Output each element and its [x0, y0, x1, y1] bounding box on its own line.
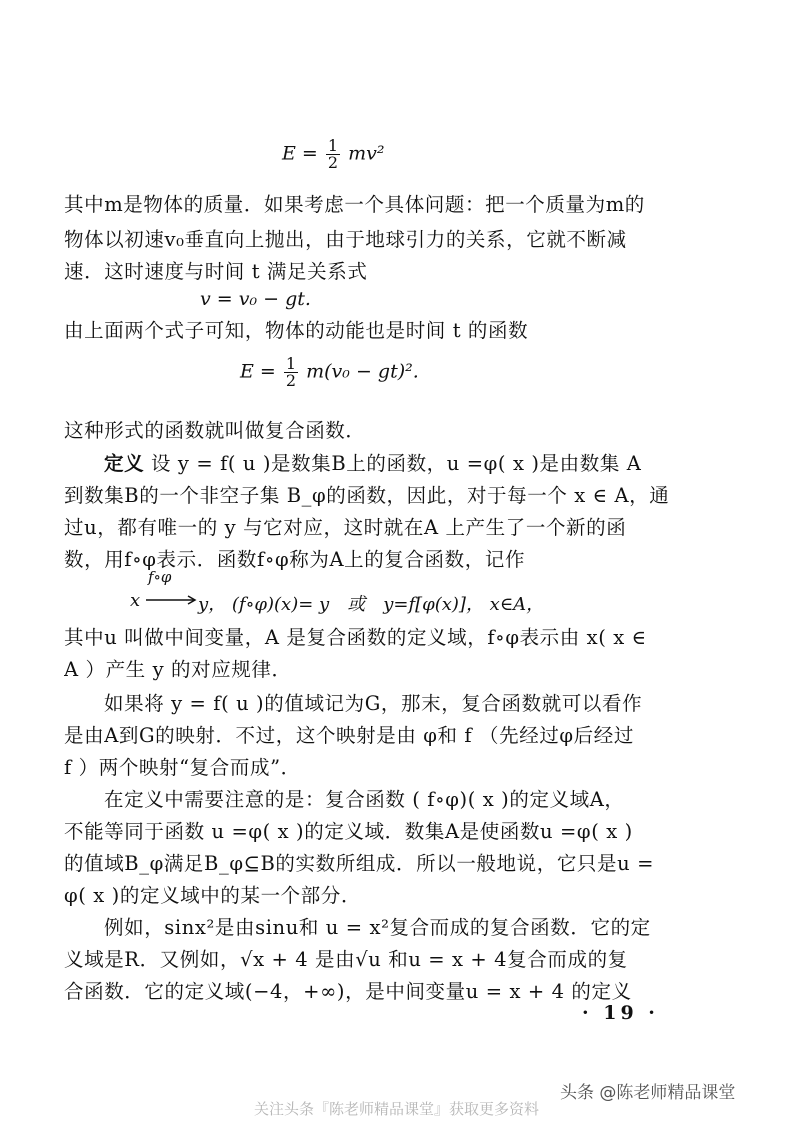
- text-line: f ）两个映射“复合而成”．: [64, 756, 301, 779]
- text-line: 合函数．它的定义域(−4，+∞)，是中间变量u = x + 4 的定义: [64, 980, 632, 1003]
- formula-lhs: E =: [282, 142, 318, 165]
- mapping-domain: x: [130, 590, 141, 611]
- text-line: 其中u 叫做中间变量，A 是复合函数的定义域，f∘φ表示由 x( x ∈: [64, 626, 647, 649]
- text-line: 例如，sinx²是由sinu和 u = x²复合而成的复合函数．它的定: [104, 916, 651, 939]
- text-line: 到数集B的一个非空子集 B_φ的函数，因此，对于每一个 x ∈ A，通: [64, 484, 670, 507]
- text-line: 其中m是物体的质量．如果考虑一个具体问题：把一个质量为m的: [64, 193, 645, 216]
- kinetic-energy-formula: [282, 138, 385, 171]
- text-line: 义域是R．又例如，√x + 4 是由√u 和u = x + 4复合而成的复: [64, 948, 628, 971]
- fraction-numerator: 1: [285, 354, 297, 373]
- text-line: 如果将 y = f( u )的值域记为G，那末，复合函数就可以看作: [104, 692, 643, 715]
- watermark: 头条 @陈老师精品课堂: [560, 1083, 736, 1103]
- fraction: [326, 138, 340, 171]
- text-line: 在定义中需要注意的是：复合函数 ( f∘φ)( x )的定义域A，: [104, 788, 625, 811]
- definition-label: 定义: [104, 452, 145, 475]
- text-line: 是由A到G的映射．不过，这个映射是由 φ和 f （先经过φ后经过: [64, 724, 634, 747]
- fraction-denominator: 2: [327, 153, 339, 172]
- text-line: φ( x )的定义域中的某一个部分．: [64, 884, 362, 907]
- arrow-icon: [144, 594, 198, 606]
- definition-line: [104, 450, 684, 478]
- text-line: 速．这时速度与时间 t 满足关系式: [64, 260, 368, 283]
- text-line: A ）产生 y 的对应规律．: [64, 658, 292, 681]
- mapping-rest: y， (f∘φ)(x)= y 或 y=f[φ(x)]， x∈A，: [198, 594, 545, 615]
- text-line: 数，用f∘φ表示．函数f∘φ称为A上的复合函数，记作: [64, 548, 526, 571]
- formula-lhs: E =: [240, 360, 276, 383]
- text-line: 不能等同于函数 u =φ( x )的定义域．数集A是使函数u =φ( x ): [64, 820, 633, 843]
- fraction-denominator: 2: [285, 371, 297, 390]
- arrow-label: f∘φ: [148, 568, 172, 586]
- fraction: [284, 356, 298, 389]
- text-line: 由上面两个式子可知，物体的动能也是时间 t 的函数: [64, 319, 529, 342]
- composite-energy-formula: [240, 356, 419, 389]
- text-line: 过u，都有唯一的 y 与它对应，这时就在A 上产生了一个新的函: [64, 516, 627, 539]
- text-line: 物体以初速v₀垂直向上抛出，由于地球引力的关系，它就不断减: [64, 228, 627, 251]
- velocity-formula: v = v₀ − gt.: [200, 288, 311, 310]
- page-number: · 19 ·: [582, 1002, 659, 1024]
- text-line: 这种形式的函数就叫做复合函数．: [64, 419, 366, 442]
- formula-rhs: m(v₀ − gt)².: [306, 360, 419, 383]
- definition-text: 设 y = f( u )是数集B上的函数，u =φ( x )是由数集 A: [151, 452, 642, 475]
- fraction-numerator: 1: [327, 136, 339, 155]
- footer-text: 关注头条『陈老师精品课堂』获取更多资料: [253, 1100, 539, 1118]
- text-line: 的值域B_φ满足B_φ⊆B的实数所组成．所以一般地说，它只是u =: [64, 852, 655, 875]
- formula-rhs: mv²: [348, 142, 385, 165]
